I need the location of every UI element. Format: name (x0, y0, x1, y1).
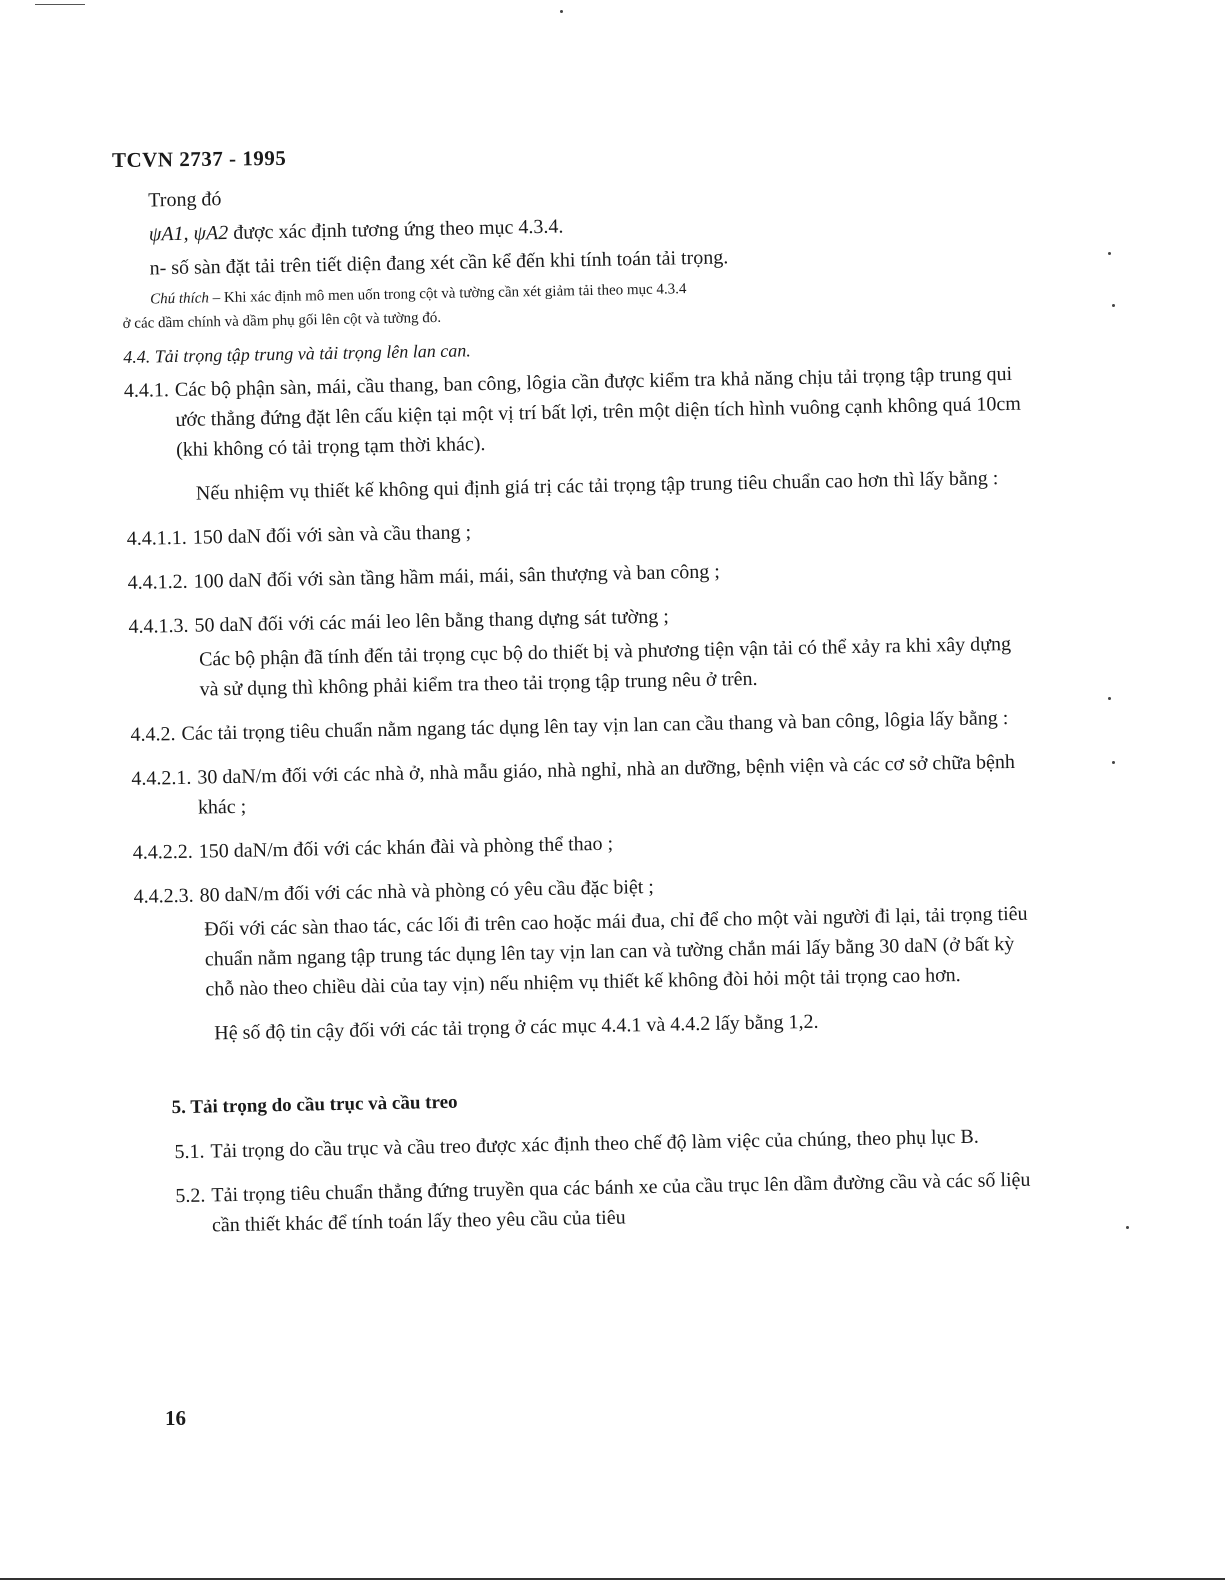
section-number: 4.4.2. (130, 723, 176, 746)
scan-speck (1108, 252, 1111, 255)
psi-text: được xác định tương ứng theo mục 4.3.4. (232, 215, 564, 244)
section-number: 4.4.2.1. (131, 766, 192, 790)
section-4-4-2-3-note: Đối với các sàn thao tác, các lối đi trên cao hoặc mái đua, chỉ để cho một vài người đi lại, tải trọng tiêu chuẩn nằm ngang tập trung tác dụng lên tay vịn lan can và tường chắn mái lấy bằng 30 daN (ở bất kỳ chỗ nào theo chiều dài của tay vịn) nếu nhiệm vụ thiết kế không đòi hỏi một tải trọng cao hơn. (204, 902, 1028, 1001)
scan-speck (1108, 697, 1111, 700)
section-text: Các bộ phận sàn, mái, cầu thang, ban công, lôgia cần được kiểm tra khả năng chịu tải trọng tập trung qui ước thẳng đứng đặt lên cấu kiện tại một vị trí bất lợi, trên một diện tích hình vuông cạnh không quá 10cm (khi không có tải trọng tạm thời khác). (174, 362, 1021, 461)
section-4-4-1-condition: Nếu nhiệm vụ thiết kế không qui định giá trị các tải trọng tập trung tiêu chuẩn cao hơn thì lấy bằng : (195, 467, 999, 505)
scan-edge-mark (35, 4, 85, 5)
section-number: 5.2. (175, 1184, 206, 1208)
psi-symbols: ψA1, ψA2 (148, 221, 229, 246)
section-5-title: 5. Tải trọng do cầu trục và cầu treo (171, 1091, 458, 1119)
note-label: Chú thích (150, 290, 210, 308)
section-text: 150 daN đối với sàn và cầu thang ; (192, 521, 472, 549)
n-definition: n- số sàn đặt tải trên tiết diện đang xét cần kể đến khi tính toán tải trọng. (149, 246, 729, 280)
section-number: 5.1. (174, 1140, 205, 1164)
scan-speck (1126, 1226, 1129, 1229)
reliability-factor: Hệ số độ tin cậy đối với các tải trọng ở các mục 4.4.1 và 4.4.2 lấy bằng 1,2. (214, 1010, 819, 1045)
section-number: 4.4.1. (123, 379, 170, 402)
section-text: 30 daN/m đối với các nhà ở, nhà mẫu giáo, nhà nghỉ, nhà an dưỡng, bệnh viện và các cơ sở chữa bệnh khác ; (197, 750, 1016, 819)
section-number: 4.4.1.3. (128, 614, 189, 638)
note-line-2: ở các dầm chính và dầm phụ gối lên cột và tường đó. (122, 309, 442, 332)
section-4-4-title: 4.4. Tải trọng tập trung và tải trọng lên lan can. (123, 340, 471, 367)
scan-speck (1112, 761, 1115, 764)
section-number: 4.4.1.1. (126, 526, 187, 550)
scan-speck (1112, 304, 1115, 307)
where-label: Trong đó (148, 188, 222, 212)
section-4-4-1 (124, 359, 1031, 466)
note-text: – Khi xác định mô men uốn trong cột và tường cần xét giảm tải theo mục 4.3.4 (212, 281, 687, 307)
section-text: 80 daN/m đối với các nhà và phòng có yêu cầu đặc biệt ; (199, 875, 655, 907)
scan-bottom-edge (0, 1578, 1225, 1580)
section-number: 4.4.2.3. (133, 884, 194, 908)
section-text: Tải trọng do cầu trục và cầu treo được xác định theo chế độ làm việc của chúng, theo phụ lục B. (210, 1125, 979, 1163)
page-body (120, 169, 1045, 1246)
section-text: 50 daN đối với các mái leo lên bằng thang dựng sát tường ; (194, 605, 669, 637)
section-text: Tải trọng tiêu chuẩn thẳng đứng truyền qua các bánh xe của cầu trục lên dầm đường cầu và các số liệu cần thiết khác để tính toán lấy theo yêu cầu của tiêu (211, 1168, 1031, 1237)
section-text: 100 daN đối với sàn tầng hầm mái, mái, sân thượng và ban công ; (193, 560, 721, 593)
section-4-4-1-3-note: Các bộ phận đã tính đến tải trọng cục bộ do thiết bị và phương tiện vận tải có thể xảy ra khi xây dựng và sử dụng thì không phải kiểm tra theo tải trọng tập trung nêu ở trên. (198, 632, 1012, 701)
document-code: TCVN 2737 - 1995 (111, 145, 287, 172)
section-number: 4.4.1.2. (127, 570, 188, 594)
section-text: 150 daN/m đối với các khán đài và phòng thể thao ; (198, 832, 614, 863)
scan-speck (560, 10, 563, 13)
section-text: Các tải trọng tiêu chuẩn nằm ngang tác dụng lên tay vịn lan can cầu thang và ban công, lôgia lấy bằng : (181, 707, 1009, 745)
page-number: 16 (165, 1406, 186, 1430)
section-number: 4.4.2.2. (132, 840, 194, 864)
